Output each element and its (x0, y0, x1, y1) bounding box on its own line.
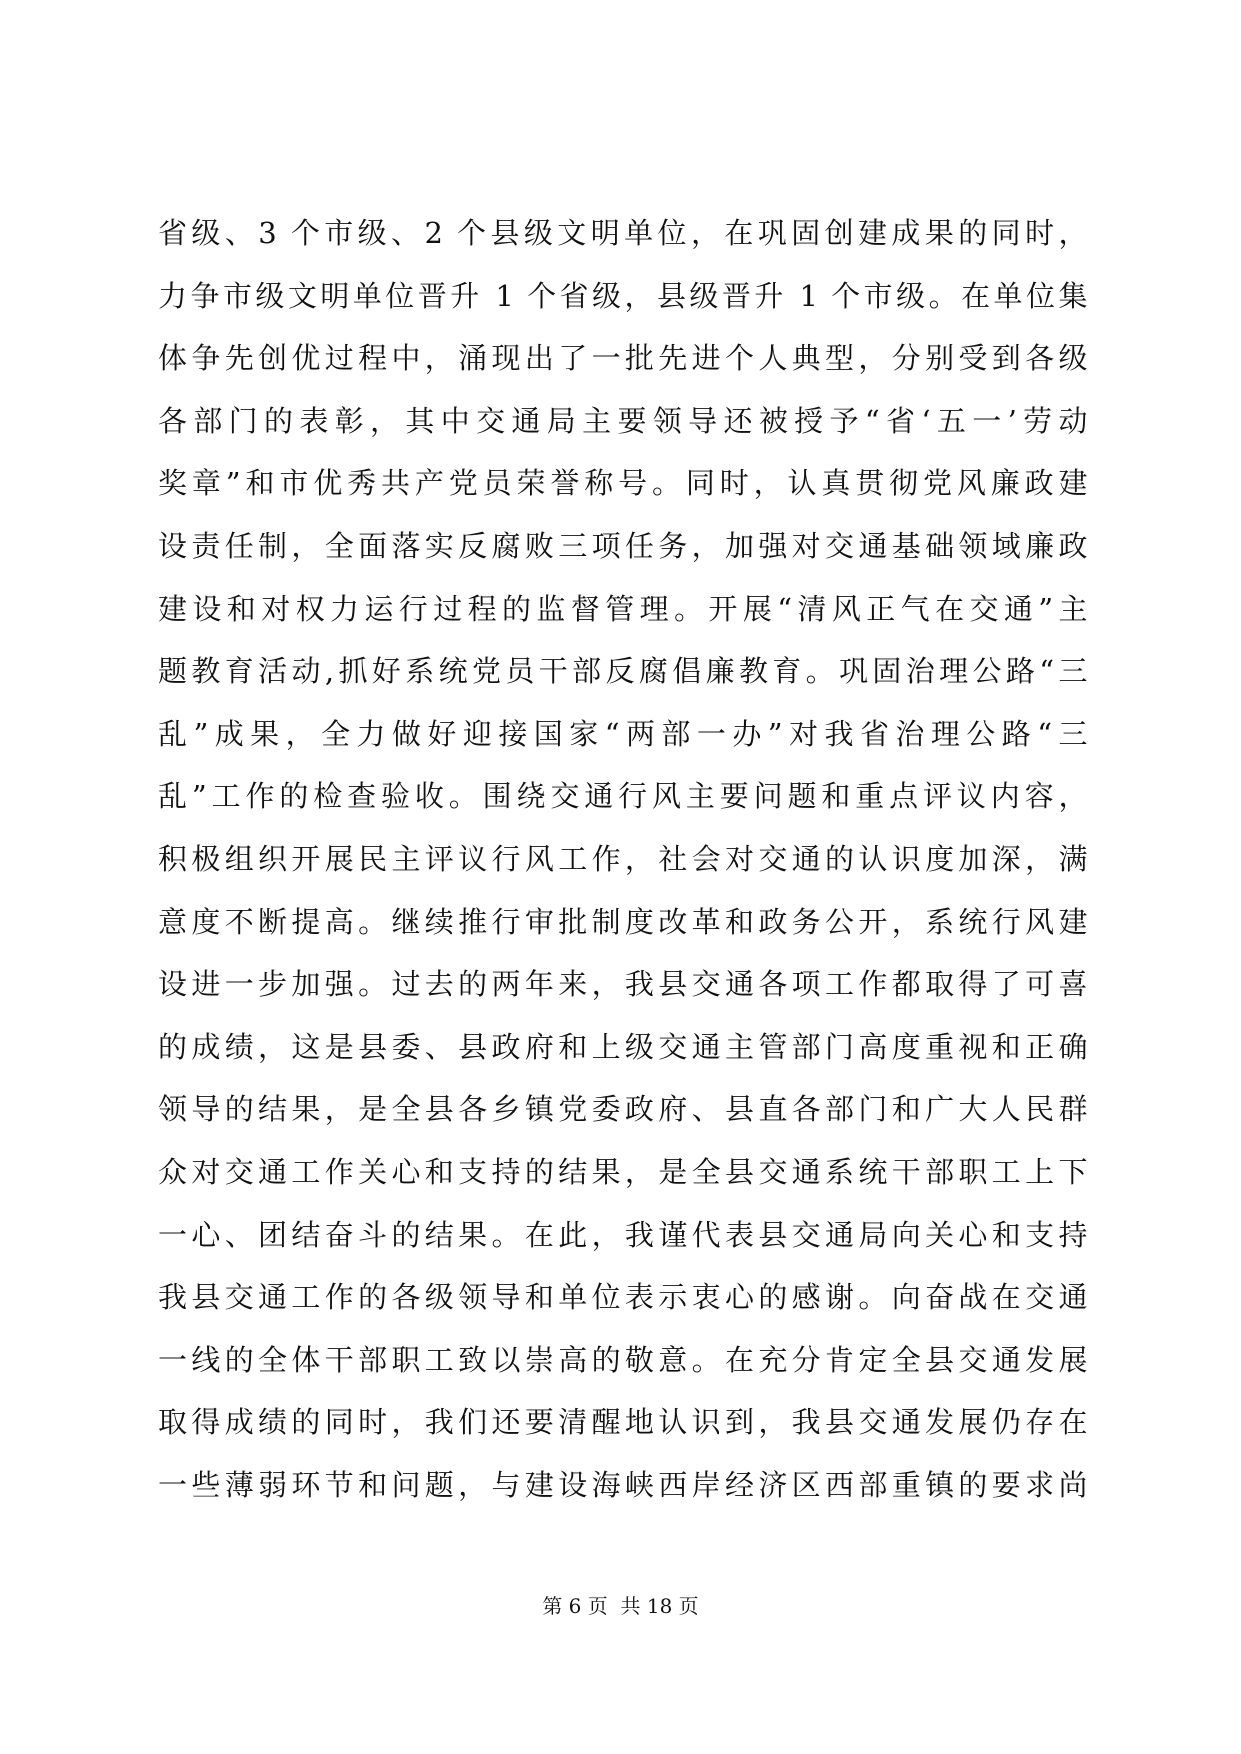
text-line: 奖章”和市优秀共产党员荣誉称号。同时，认真贯彻党风廉政建 (158, 466, 1088, 501)
page-number-label: 第 6 页 共 18 页 (542, 1594, 699, 1618)
text-line: 省级、3 个市级、2 个县级文明单位，在巩固创建成果的同时， (158, 216, 1088, 250)
text-line: 乱”成果，全力做好迎接国家“两部一办”对我省治理公路“三 (158, 716, 1088, 751)
text-line: 领导的结果，是全县各乡镇党委政府、县直各部门和广大人民群 (158, 1092, 1088, 1127)
text-line: 建设和对权力运行过程的监督管理。开展“清风正气在交通”主 (158, 591, 1088, 626)
text-line: 设进一步加强。过去的两年来，我县交通各项工作都取得了可喜 (158, 967, 1088, 1002)
text-line: 各部门的表彰，其中交通局主要领导还被授予“省‘五一’劳动 (158, 403, 1088, 438)
body-text (158, 202, 1088, 1516)
text-line: 题教育活动,抓好系统党员干部反腐倡廉教育。巩固治理公路“三 (158, 654, 1088, 689)
text-line: 力争市级文明单位晋升 1 个省级，县级晋升 1 个市级。在单位集 (158, 278, 1088, 313)
text-line: 一些薄弱环节和问题，与建设海峡西岸经济区西部重镇的要求尚 (158, 1467, 1088, 1502)
text-line: 体争先创优过程中，涌现出了一批先进个人典型，分别受到各级 (158, 341, 1088, 376)
text-line: 我县交通工作的各级领导和单位表示衷心的感谢。向奋战在交通 (158, 1280, 1088, 1315)
text-line: 众对交通工作关心和支持的结果，是全县交通系统干部职工上下 (158, 1154, 1088, 1189)
text-line: 意度不断提高。继续推行审批制度改革和政务公开，系统行风建 (158, 904, 1088, 939)
text-line: 一线的全体干部职工致以崇高的敬意。在充分肯定全县交通发展 (158, 1342, 1088, 1377)
text-line: 积极组织开展民主评议行风工作，社会对交通的认识度加深，满 (158, 841, 1088, 876)
text-line: 的成绩，这是县委、县政府和上级交通主管部门高度重视和正确 (158, 1029, 1088, 1064)
text-line: 一心、团结奋斗的结果。在此，我谨代表县交通局向关心和支持 (158, 1217, 1088, 1252)
text-line: 设责任制，全面落实反腐败三项任务，加强对交通基础领域廉政 (158, 528, 1088, 563)
text-line: 乱”工作的检查验收。围绕交通行风主要问题和重点评议内容， (158, 779, 1088, 814)
page-footer (0, 1592, 1241, 1620)
text-line: 取得成绩的同时，我们还要清醒地认识到，我县交通发展仍存在 (158, 1405, 1088, 1440)
